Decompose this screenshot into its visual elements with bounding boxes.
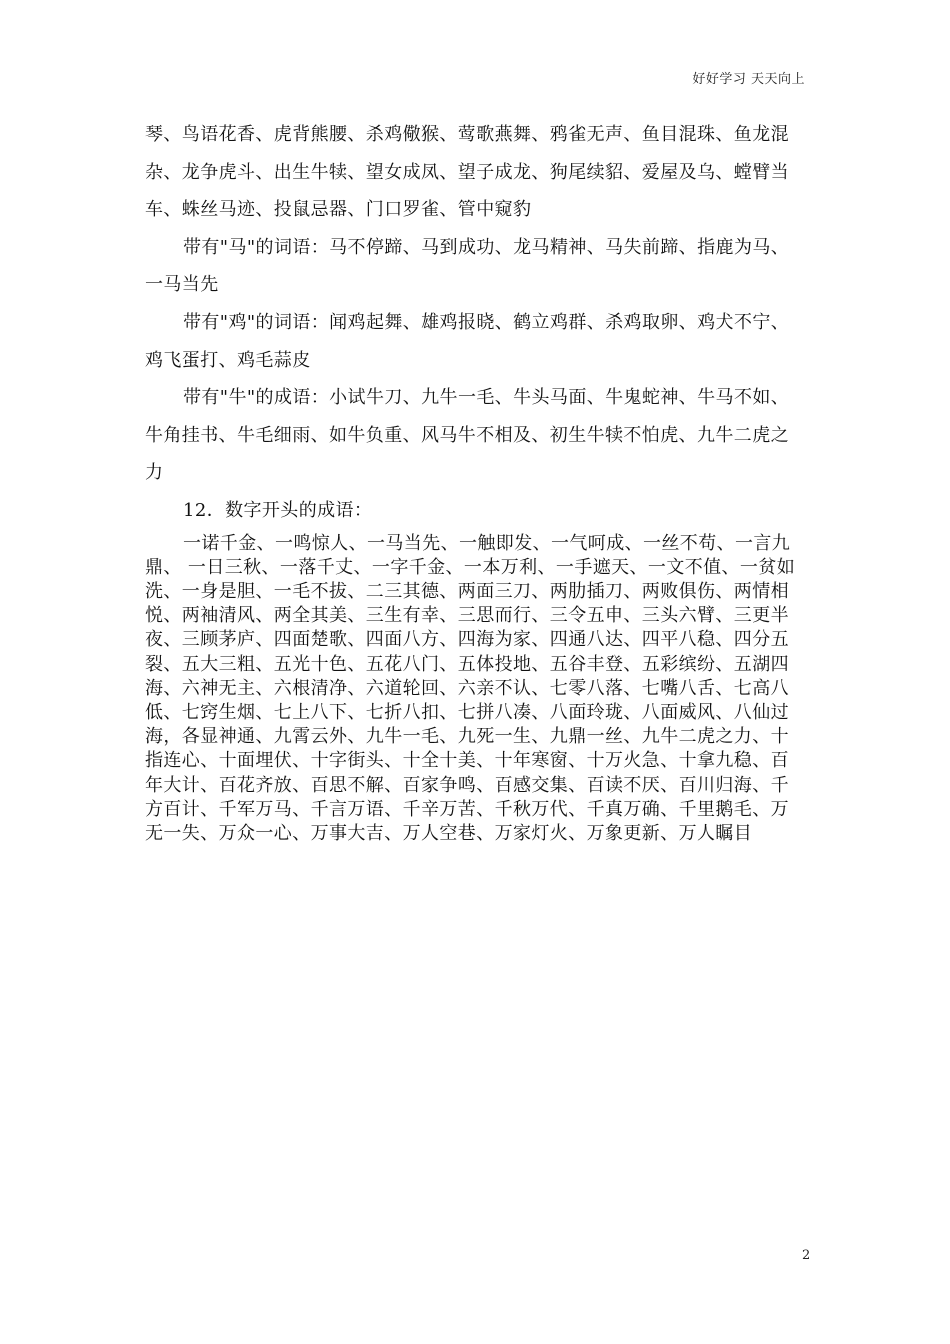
idiom-list-numbers: 一诺千金、一鸣惊人、一马当先、一触即发、一气呵成、一丝不苟、一言九鼎、 一日三秋、一落千丈、一字千金、一本万利、一手遮天、一文不值、一贫如洗、一身是胆、一毛不拔、二三其德、两面三刀、两肋插刀、两败俱伤、两情相悦、两袖清风、两全其美、三生有幸、三思而行、三令五申、三头六臂、三更半夜、三顾茅庐、四面楚歌、四面八方、四海为家、四通八达、四平八稳、四分五裂、五大三粗、五光十色、五花八门、五体投地、五谷丰登、五彩缤纷、五湖四海、六神无主、六根清净、六道轮回、六亲不认、七零八落、七嘴八舌、七高八低、七窍生烟、七上八下、七折八扣、七拼八凑、八面玲珑、八面威风、八仙过海，各显神通、九霄云外、九牛一毛、九死一生、九鼎一丝、九牛二虎之力、十指连心、十面埋伏、十字街头、十全十美、十年寒窗、十万火急、十拿九稳、百年大计、百花齐放、百思不解、百家争鸣、百感交集、百读不厌、百川归海、千方百计、千军万马、千言万语、千辛万苦、千秋万代、千真万确、千里鹅毛、万无一失、万众一心、万事大吉、万人空巷、万家灯火、万象更新、万人瞩目 xyxy=(145,532,796,844)
page-number: 2 xyxy=(802,1248,811,1263)
idiom-list-horse: 带有"马"的词语：马不停蹄、马到成功、龙马精神、马失前蹄、指鹿为马、一马当先 xyxy=(145,236,790,296)
idiom-list-chicken: 带有"鸡"的词语：闻鸡起舞、雄鸡报晓、鹤立鸡群、杀鸡取卵、鸡犬不宁、鸡飞蛋打、鸡毛蒜皮 xyxy=(145,311,790,371)
document-body xyxy=(145,116,807,846)
page-header: 好好学习 天天向上 xyxy=(692,72,805,87)
idiom-list-ox: 带有"牛"的成语：小试牛刀、九牛一毛、牛头马面、牛鬼蛇神、牛马不如、牛角挂书、牛毛细雨、如牛负重、风马牛不相及、初生牛犊不怕虎、九牛二虎之力 xyxy=(145,387,790,484)
section-heading-numbers: 12．数字开头的成语： xyxy=(183,499,373,521)
idiom-list-animals: 琴、鸟语花香、虎背熊腰、杀鸡儆猴、莺歌燕舞、鸦雀无声、鱼目混珠、鱼龙混杂、龙争虎斗、出生牛犊、望女成凤、望子成龙、狗尾续貂、爱屋及乌、螳臂当车、蛛丝马迹、投鼠忌器、门口罗雀、管中窥豹 xyxy=(145,124,789,221)
